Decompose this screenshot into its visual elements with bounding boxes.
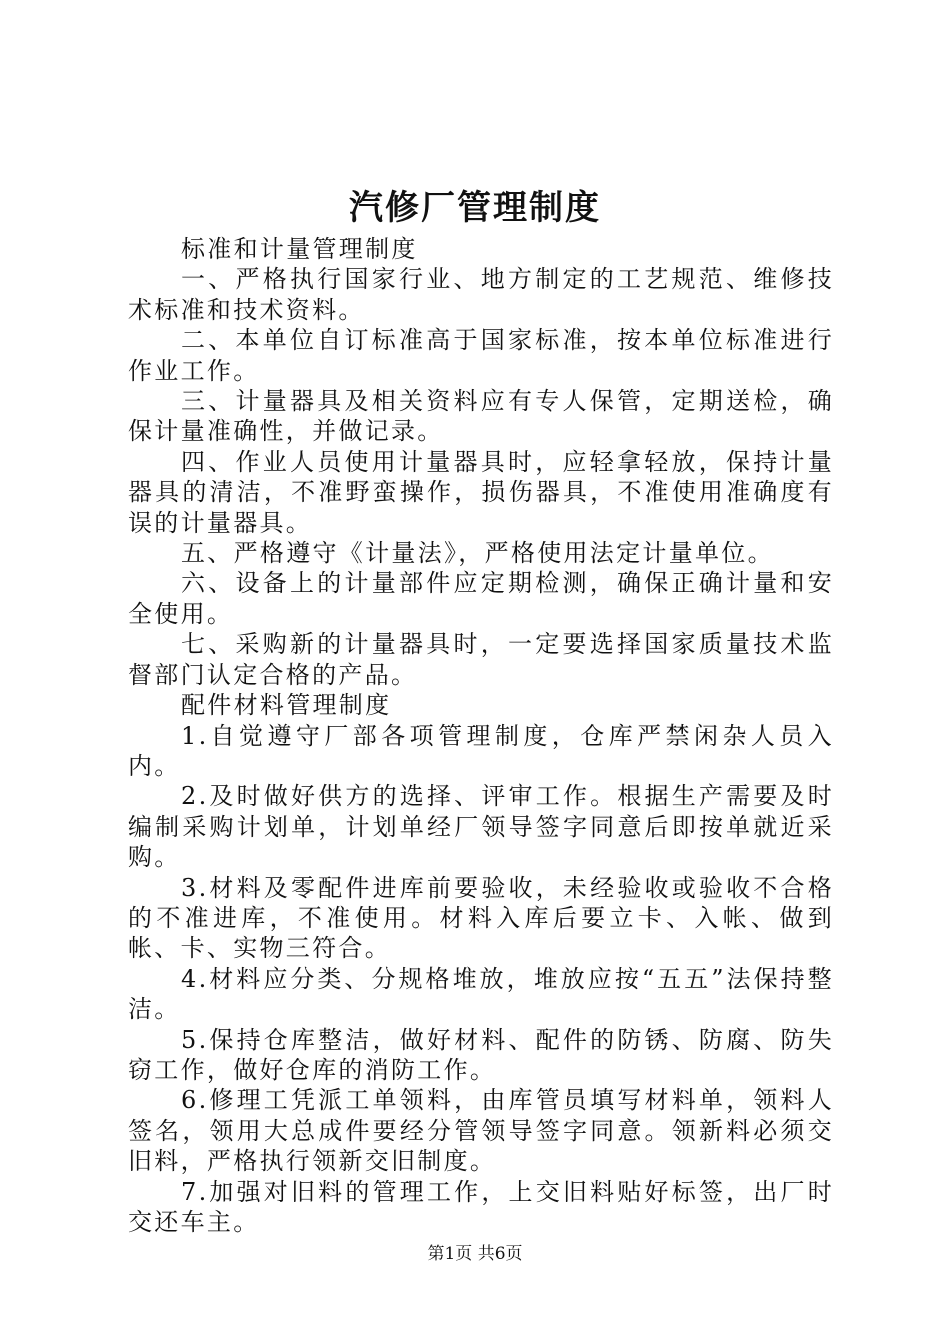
paragraph: 三、计量器具及相关资料应有专人保管，定期送检，确保计量准确性，并做记录。 (128, 387, 834, 446)
paragraph: 7.加强对旧料的管理工作，上交旧料贴好标签，出厂时交还车主。 (128, 1177, 834, 1236)
document-body (128, 234, 834, 1237)
paragraph: 五、严格遵守《计量法》，严格使用法定计量单位。 (181, 539, 774, 568)
paragraph: 5.保持仓库整洁，做好材料、配件的防锈、防腐、防失窃工作，做好仓库的消防工作。 (128, 1025, 834, 1084)
paragraph: 2.及时做好供方的选择、评审工作。根据生产需要及时编制采购计划单，计划单经厂领导签字同意后即按单就近采购。 (128, 782, 834, 872)
paragraph: 4.材料应分类、分规格堆放，堆放应按“五五”法保持整洁。 (128, 964, 834, 1024)
paragraph: 四、作业人员使用计量器具时，应轻拿轻放，保持计量器具的清洁，不准野蛮操作，损伤器具，不准使用准确度有误的计量器具。 (128, 447, 834, 537)
paragraph: 一、严格执行国家行业、地方制定的工艺规范、维修技术标准和技术资料。 (128, 265, 834, 324)
paragraph: 1.自觉遵守厂部各项管理制度，仓库严禁闲杂人员入内。 (128, 721, 834, 780)
paragraph: 六、设备上的计量部件应定期检测，确保正确计量和安全使用。 (128, 569, 834, 628)
section-heading: 标准和计量管理制度 (181, 235, 418, 263)
paragraph: 七、采购新的计量器具时，一定要选择国家质量技术监督部门认定合格的产品。 (128, 630, 834, 689)
paragraph: 二、本单位自订标准高于国家标准，按本单位标准进行作业工作。 (128, 326, 834, 385)
paragraph: 3.材料及零配件进库前要验收，未经验收或验收不合格的不准进库，不准使用。材料入库后要立卡、入帐、做到帐、卡、实物三符合。 (128, 873, 834, 963)
section-heading: 配件材料管理制度 (181, 691, 392, 720)
document-title: 汽修厂管理制度 (349, 188, 601, 228)
page-number-footer: 第1页 共6页 (427, 1244, 523, 1264)
paragraph: 6.修理工凭派工单领料，由库管员填写材料单，领料人签名，领用大总成件要经分管领导签字同意。领新料必须交旧料，严格执行领新交旧制度。 (128, 1086, 834, 1176)
